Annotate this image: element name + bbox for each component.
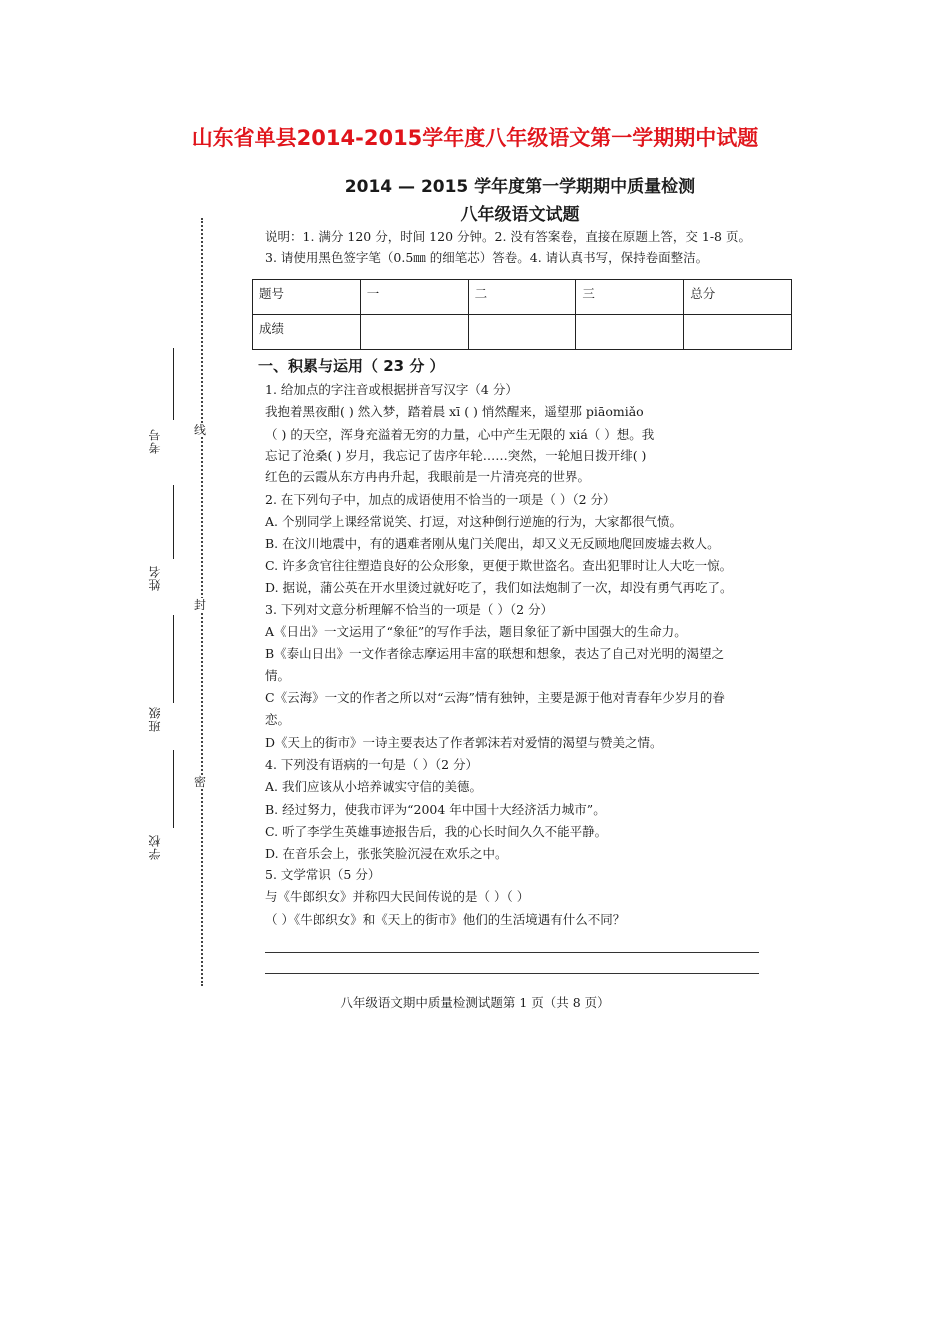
- answer-line[interactable]: [265, 952, 759, 953]
- school-label: 学校: [148, 834, 162, 860]
- question-line: 情。: [265, 668, 291, 683]
- page-footer: 八年级语文期中质量检测试题第 1 页（共 8 页）: [340, 995, 610, 1010]
- score-row-label: 成绩: [253, 315, 361, 350]
- question-line: （ ) 的天空，浑身充溢着无穷的力量，心中产生无限的 xiá（ ）想。我: [265, 427, 655, 442]
- score-header-cell: 三: [576, 280, 684, 315]
- question-line: 红色的云霞从东方冉冉升起，我眼前是一片清亮亮的世界。: [265, 469, 591, 484]
- exam-subtitle: 2014 — 2015 学年度第一学期期中质量检测: [344, 177, 696, 197]
- question-line: 1. 给加点的字注音或根据拼音写汉字（4 分）: [265, 382, 518, 397]
- score-cell[interactable]: [468, 315, 576, 350]
- class-label: 班级: [148, 706, 162, 732]
- exam-name: 八年级语文试题: [460, 205, 580, 225]
- question-line: D. 据说，蒲公英在开水里烫过就好吃了，我们如法炮制了一次，却没有勇气再吃了。: [265, 580, 733, 595]
- question-line: 恋。: [265, 712, 291, 727]
- question-line: 与《牛郎织女》并称四大民间传说的是（ ）（ ）: [265, 889, 530, 904]
- question-line: 4. 下列没有语病的一句是（ ）（2 分）: [265, 757, 479, 772]
- score-header-cell: 题号: [253, 280, 361, 315]
- score-cell[interactable]: [684, 315, 792, 350]
- question-line: A. 个别同学上课经常说笑、打逗，对这种倒行逆施的行为，大家都很气愤。: [265, 514, 682, 529]
- question-line: 2. 在下列句子中，加点的成语使用不恰当的一项是（ ）（2 分）: [265, 492, 616, 507]
- seal-char-xian: 线: [194, 423, 207, 437]
- school-line: [173, 750, 174, 828]
- question-line: 3. 下列对文意分析理解不恰当的一项是（ ）（2 分）: [265, 602, 554, 617]
- question-line: 忘记了沧桑( ) 岁月，我忘记了齿序年轮……突然，一轮旭日拨开绯( ): [265, 448, 647, 463]
- question-line: （ ）《牛郎织女》和《天上的街市》他们的生活境遇有什么不同？: [265, 912, 626, 927]
- question-line: A《日出》一文运用了“象征”的写作手法，题目象征了新中国强大的生命力。: [265, 624, 687, 639]
- score-cell[interactable]: [360, 315, 468, 350]
- score-table-score-row: [253, 315, 792, 350]
- answer-line[interactable]: [265, 973, 759, 974]
- class-line: [173, 615, 174, 703]
- question-line: B. 在汶川地震中，有的遇难者刚从鬼门关爬出，却又义无反顾地爬回废墟去救人。: [265, 536, 720, 551]
- question-line: C. 听了李学生英雄事迹报告后，我的心长时间久久不能平静。: [265, 824, 608, 839]
- score-table: [252, 279, 792, 350]
- question-line: C《云海》一文的作者之所以对“云海”情有独钟，主要是源于他对青春年少岁月的眷: [265, 690, 725, 705]
- name-label: 姓名: [148, 565, 162, 591]
- question-line: 5. 文学常识（5 分）: [265, 867, 381, 882]
- question-line: A. 我们应该从小培养诚实守信的美德。: [265, 779, 482, 794]
- question-line: C. 许多贪官往往塑造良好的公众形象，更便于欺世盗名。查出犯罪时让人大吃一惊。: [265, 558, 733, 573]
- score-header-cell: 一: [360, 280, 468, 315]
- question-line: D《天上的街市》一诗主要表达了作者郭沫若对爱情的渴望与赞美之情。: [265, 735, 663, 750]
- score-header-cell: 总分: [684, 280, 792, 315]
- name-line: [173, 485, 174, 559]
- question-line: D. 在音乐会上，张张笑脸沉浸在欢乐之中。: [265, 846, 508, 861]
- seal-char-mi: 密: [194, 775, 207, 789]
- seal-char-feng: 封: [194, 598, 207, 612]
- score-header-cell: 二: [468, 280, 576, 315]
- question-line: B《泰山日出》一文作者徐志摩运用丰富的联想和想象，表达了自己对光明的渴望之: [265, 646, 725, 661]
- exam-number-label: 考号: [148, 428, 162, 454]
- question-line: B. 经过努力，使我市评为“2004 年中国十大经济活力城市”。: [265, 802, 606, 817]
- document-title: 山东省单县2014-2015学年度八年级语文第一学期期中试题: [191, 126, 759, 150]
- exam-number-line: [173, 348, 174, 420]
- score-cell[interactable]: [576, 315, 684, 350]
- score-table-header-row: [253, 280, 792, 315]
- instruction-line: 说明：1. 满分 120 分，时间 120 分钟。2. 没有答案卷，直接在原题上答，交 1-8 页。: [265, 229, 751, 244]
- section-heading: 一、积累与运用（ 23 分 ）: [258, 357, 445, 375]
- instruction-line: 3. 请使用黑色签字笔（0.5㎜ 的细笔芯）答卷。4. 请认真书写，保持卷面整洁。: [265, 250, 709, 265]
- question-line: 我抱着黑夜酣( ) 然入梦，踏着晨 xī ( ) 悄然醒来，遥望那 piāomiǎo: [265, 404, 644, 419]
